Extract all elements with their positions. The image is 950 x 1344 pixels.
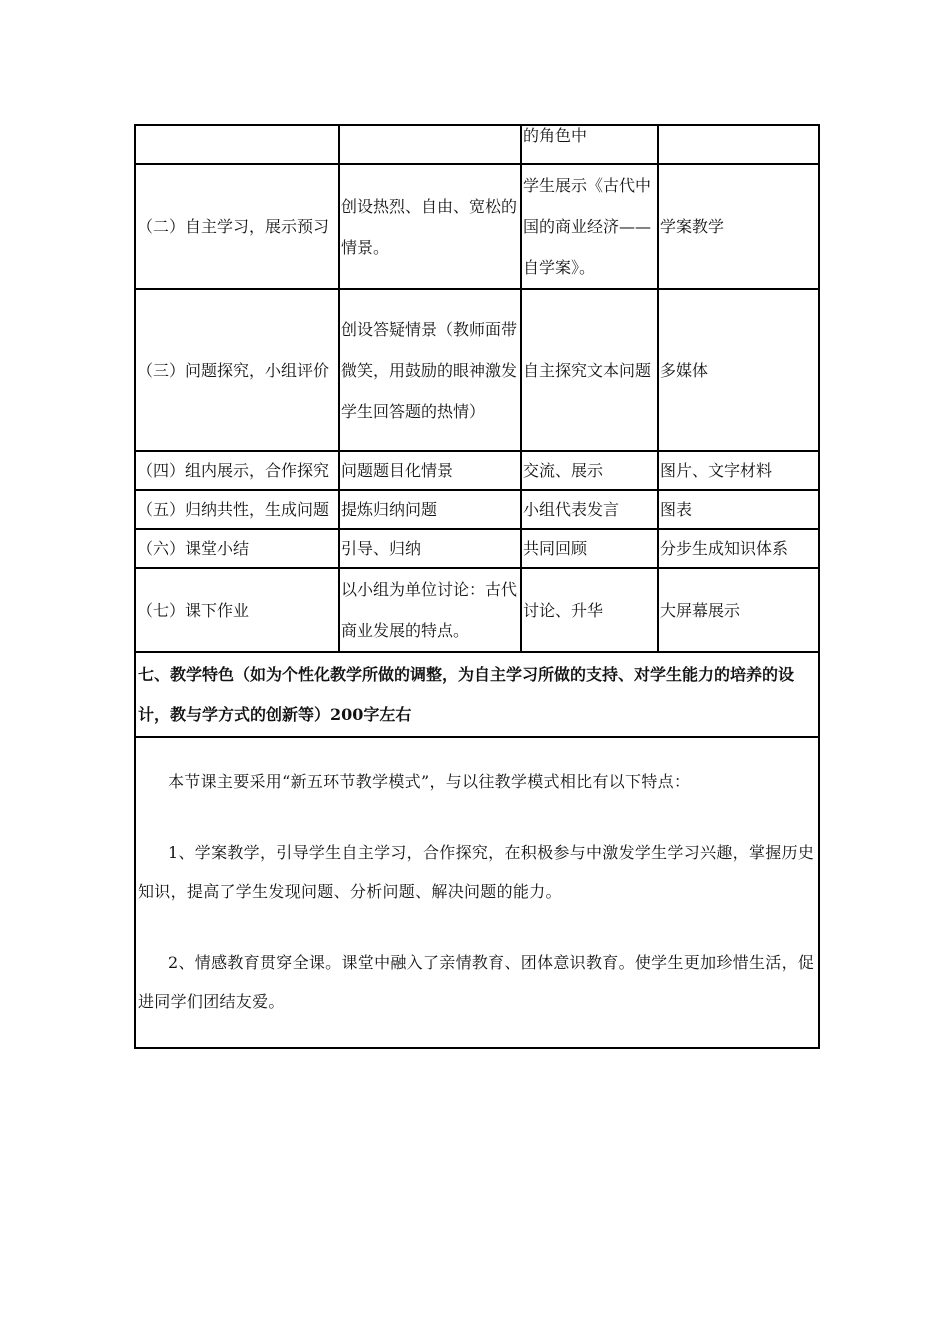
table-row (135, 164, 819, 289)
teacher-activity-cell: 创设答疑情景（教师面带微笑，用鼓励的眼神激发学生回答题的热情） (339, 289, 521, 451)
method-cell: 多媒体 (658, 289, 819, 451)
stage-cell: （六）课堂小结 (135, 529, 339, 568)
table-row (135, 125, 819, 164)
student-activity-cell: 学生展示《古代中国的商业经济——自学案》。 (521, 164, 658, 289)
student-activity-cell: 讨论、升华 (521, 568, 658, 652)
method-cell: 学案教学 (658, 164, 819, 289)
body-paragraph: 2、情感教育贯穿全课。课堂中融入了亲情教育、团体意识教育。使学生更加珍惜生活，促进同学们团结友爱。 (138, 953, 815, 1011)
teaching-process-table (134, 124, 820, 1049)
stage-cell: （二）自主学习，展示预习 (135, 164, 339, 289)
method-cell: 图表 (658, 490, 819, 529)
student-activity-cell: 共同回顾 (521, 529, 658, 568)
stage-cell: （三）问题探究，小组评价 (135, 289, 339, 451)
table-cell: 的角色中 (521, 125, 658, 164)
teacher-activity-cell: 提炼归纳问题 (339, 490, 521, 529)
table-row (135, 289, 819, 451)
student-activity-cell: 小组代表发言 (521, 490, 658, 529)
method-cell: 大屏幕展示 (658, 568, 819, 652)
student-activity-cell: 自主探究文本问题 (521, 289, 658, 451)
body-paragraph: 1、学案教学，引导学生自主学习，合作探究，在积极参与中激发学生学习兴趣，掌握历史知识，提高了学生发现问题、分析问题、解决问题的能力。 (138, 843, 815, 901)
section-body (135, 737, 819, 1048)
table-cell (135, 125, 339, 164)
method-cell: 分步生成知识体系 (658, 529, 819, 568)
teacher-activity-cell: 问题题目化情景 (339, 451, 521, 490)
table-row (135, 737, 819, 1048)
table-row (135, 568, 819, 652)
table-row (135, 451, 819, 490)
method-cell: 图片、文字材料 (658, 451, 819, 490)
stage-cell: （五）归纳共性，生成问题 (135, 490, 339, 529)
teacher-activity-cell: 引导、归纳 (339, 529, 521, 568)
stage-cell: （四）组内展示，合作探究 (135, 451, 339, 490)
table-row (135, 529, 819, 568)
table-cell (658, 125, 819, 164)
table-cell (339, 125, 521, 164)
teacher-activity-cell: 创设热烈、自由、宽松的情景。 (339, 164, 521, 289)
table-row (135, 490, 819, 529)
section-heading: 七、教学特色（如为个性化教学所做的调整，为自主学习所做的支持、对学生能力的培养的设计，教与学方式的创新等）200字左右 (135, 652, 819, 737)
table-row (135, 652, 819, 737)
teacher-activity-cell: 以小组为单位讨论：古代商业发展的特点。 (339, 568, 521, 652)
body-paragraph: 本节课主要采用“新五环节教学模式”，与以往教学模式相比有以下特点： (168, 772, 691, 791)
stage-cell: （七）课下作业 (135, 568, 339, 652)
student-activity-cell: 交流、展示 (521, 451, 658, 490)
